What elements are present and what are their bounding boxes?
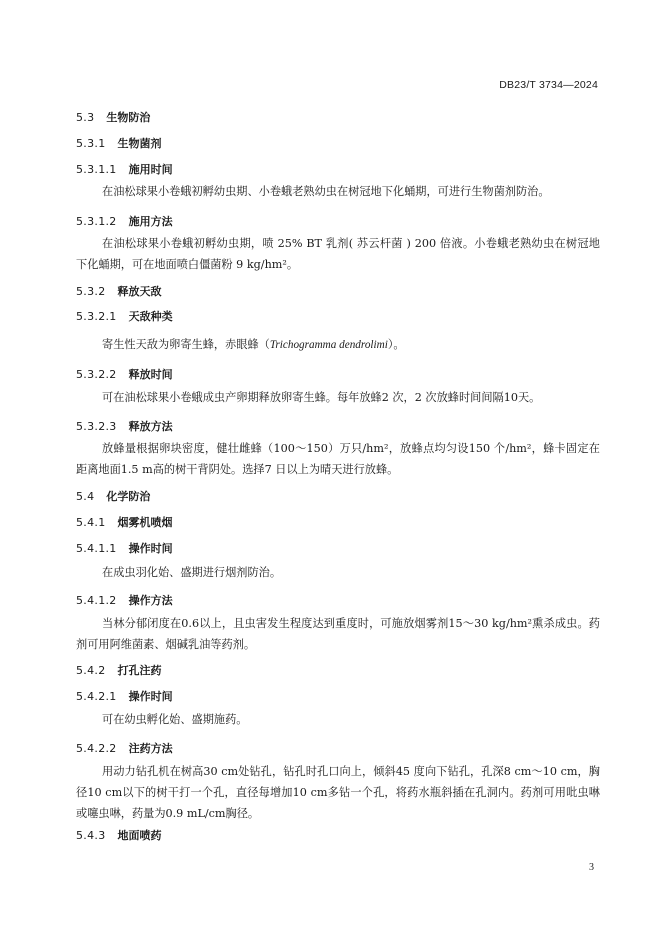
heading-5-3-2-1: 5.3.2.1 天敌种类 (76, 310, 173, 323)
paragraph: 当林分郁闭度在0.6以上，且虫害发生程度达到重度时，可施放烟雾剂15～30 kg/hm²熏杀成虫。药剂可用阿维菌素、烟碱乳油等药剂。 (76, 617, 600, 651)
heading-5-4-2-1: 5.4.2.1 操作时间 (76, 690, 173, 703)
paragraph: 在油松球果小卷蛾初孵幼虫期，喷 25% BT 乳剂( 苏云杆菌 ) 200 倍液。小卷蛾老熟幼虫在树冠地下化蛹期，可在地面喷白僵菌粉 9 kg/hm²。 (76, 237, 600, 271)
heading-5-4: 5.4 化学防治 (76, 490, 151, 503)
heading-5-3-2-2: 5.3.2.2 释放时间 (76, 368, 173, 381)
heading-5-4-1: 5.4.1 烟雾机喷烟 (76, 516, 173, 529)
heading-5-4-2-2: 5.4.2.2 注药方法 (76, 742, 173, 755)
paragraph: 在油松球果小卷蛾初孵幼虫期、小卷蛾老熟幼虫在树冠地下化蛹期，可进行生物菌剂防治。 (102, 185, 550, 198)
paragraph: 在成虫羽化始、盛期进行烟剂防治。 (102, 566, 282, 579)
heading-5-3-1-2: 5.3.1.2 施用方法 (76, 215, 173, 228)
heading-5-3-2-3: 5.3.2.3 释放方法 (76, 420, 173, 433)
document-id: DB23/T 3734—2024 (499, 79, 598, 91)
heading-5-4-3: 5.4.3 地面喷药 (76, 829, 162, 842)
heading-5-3: 5.3 生物防治 (76, 111, 151, 124)
paragraph: 可在幼虫孵化始、盛期施药。 (102, 713, 248, 726)
paragraph: 可在油松球果小卷蛾成虫产卵期释放卵寄生蜂。每年放蜂2 次，2 次放蜂时间间隔10天。 (102, 391, 541, 404)
heading-5-4-1-2: 5.4.1.2 操作方法 (76, 594, 173, 607)
heading-5-4-2: 5.4.2 打孔注药 (76, 664, 162, 677)
paragraph: 用动力钻孔机在树高30 cm处钻孔，钻孔时孔口向上，倾斜45 度向下钻孔，孔深8 cm～10 cm，胸径10 cm以下的树干打一个孔，直径每增加10 cm多钻一个孔，将药水瓶斜插在孔洞内。药剂可用吡虫啉或噻虫啉，药量为0.9 mL/cm胸径。 (76, 765, 600, 820)
heading-5-3-1: 5.3.1 生物菌剂 (76, 137, 162, 150)
paragraph: 放蜂量根据卵块密度，健壮雌蜂（100～150）万只/hm²，放蜂点均匀设150 个/hm²，蜂卡固定在距离地面1.5 m高的树干背阴处。选择7 日以上为晴天进行放蜂。 (76, 442, 600, 476)
paragraph: 寄生性天敌为卵寄生蜂，赤眼蜂（Trichogramma dendrolimi）。 (102, 338, 405, 351)
heading-5-3-1-1: 5.3.1.1 施用时间 (76, 163, 173, 176)
page-number: 3 (589, 862, 594, 873)
species-name: Trichogramma dendrolimi (269, 339, 388, 351)
heading-5-3-2: 5.3.2 释放天敌 (76, 285, 162, 298)
heading-5-4-1-1: 5.4.1.1 操作时间 (76, 542, 173, 555)
